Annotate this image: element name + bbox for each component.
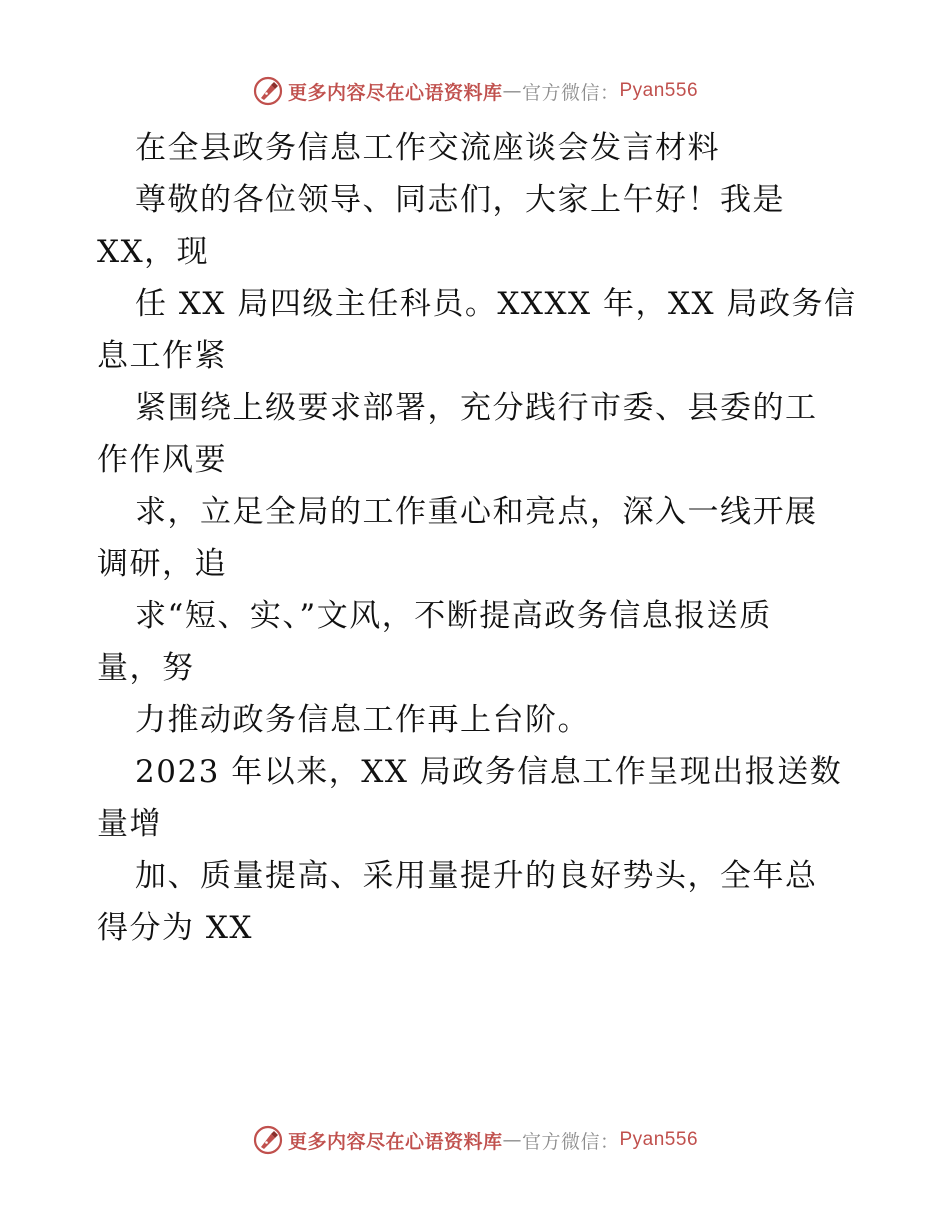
text-line: XX，现 (97, 234, 210, 270)
header-watermark (0, 71, 950, 111)
text-line: 调研，追 (97, 546, 227, 582)
text-line: 量增 (97, 806, 162, 842)
text-line: 力推动政务信息工作再上台阶。 (135, 702, 590, 738)
watermark-wechat-label: 官方微信： (521, 1130, 620, 1153)
watermark-wechat-id: Pyan556 (619, 80, 699, 101)
watermark-main-text: 更多内容尽在心语资料库 (287, 1130, 503, 1153)
watermark-wechat-id: Pyan556 (619, 1129, 699, 1150)
text-line: 加、质量提高、采用量提升的良好势头，全年总 (135, 858, 818, 894)
text-line: 在全县政务信息工作交流座谈会发言材料 (135, 130, 720, 166)
text-line: 紧围绕上级要求部署，充分践行市委、县委的工 (135, 390, 818, 426)
text-line: 求“短、实、”文风，不断提高政务信息报送质 (135, 598, 772, 634)
pen-nib-logo-icon (252, 1124, 284, 1156)
text-line: 量，努 (97, 650, 195, 686)
footer-watermark (0, 1120, 950, 1160)
watermark-main-text: 更多内容尽在心语资料库 (287, 81, 503, 104)
text-line: 2023 年以来，XX 局政务信息工作呈现出报送数 (135, 754, 843, 790)
text-line: 尊敬的各位领导、同志们，大家上午好！我是 (135, 182, 785, 218)
text-line: 求，立足全局的工作重心和亮点，深入一线开展 (135, 494, 818, 530)
pen-nib-logo-icon (252, 75, 284, 107)
text-line: 任 XX 局四级主任科员。XXXX 年，XX 局政务信 (135, 286, 857, 322)
text-line: 息工作紧 (97, 338, 227, 374)
watermark-separator: — (502, 80, 522, 102)
text-line: 得分为 XX (97, 910, 253, 946)
watermark-wechat-label: 官方微信： (521, 81, 620, 104)
text-line: 作作风要 (97, 442, 227, 478)
document-body (97, 122, 857, 954)
watermark-separator: — (502, 1129, 522, 1151)
